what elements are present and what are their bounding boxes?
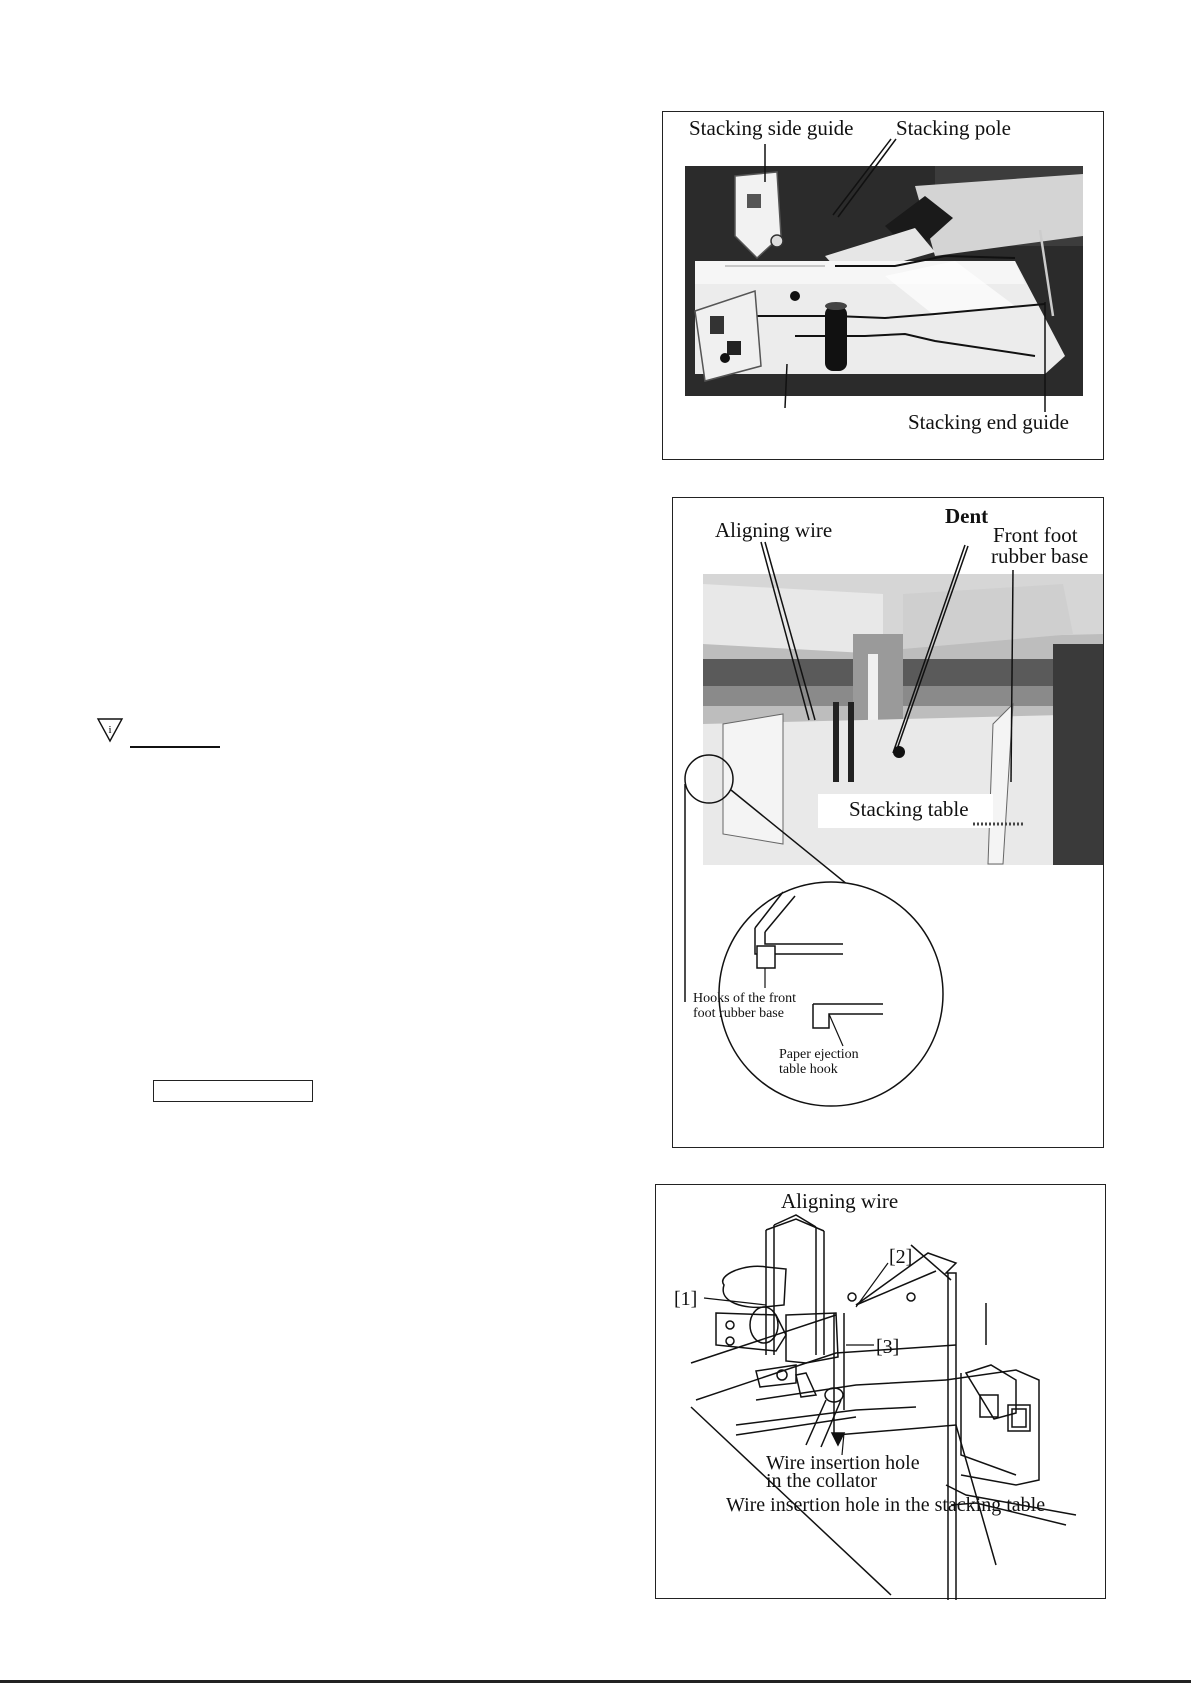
figure-aligning-wire-photo (672, 497, 1104, 1148)
label-collator-hole-2: in the collator (766, 1470, 878, 1492)
label-dent: Dent (945, 504, 989, 528)
label-ejection-1: Paper ejection (779, 1047, 859, 1062)
label-ejection-2: table hook (779, 1062, 838, 1077)
label-hooks-2: foot rubber base (693, 1006, 784, 1021)
label-stacking-end-guide: Stacking end guide (908, 410, 1069, 434)
blank-boxed-field (153, 1080, 313, 1102)
svg-text:i: i (108, 724, 112, 736)
label-ref-2: [2] (889, 1246, 913, 1268)
label-ref-1: [1] (674, 1288, 698, 1310)
label-stacking-pole: Stacking pole (896, 116, 1011, 140)
label-aligning-wire: Aligning wire (715, 518, 833, 542)
label-stacking-table: Stacking table (849, 797, 969, 821)
figure-stacking-table (662, 111, 1104, 460)
label-ref-3: [3] (876, 1336, 900, 1358)
label-collator-hole-1: Wire insertion hole (766, 1452, 920, 1474)
note-heading (96, 716, 236, 750)
label-table-hole: Wire insertion hole in the stacking table (726, 1494, 1046, 1516)
label-front-foot-2: rubber base (991, 544, 1089, 568)
note-underline (130, 746, 220, 748)
wire-insertion-line-drawing (656, 1185, 1107, 1600)
label-aligning-wire-3: Aligning wire (781, 1189, 899, 1213)
label-front-foot-1: Front foot (993, 523, 1078, 547)
footer-rule (0, 1680, 1191, 1683)
info-triangle-icon (96, 716, 124, 744)
label-hooks-1: Hooks of the front (693, 991, 797, 1006)
figure-wire-insertion-diagram (655, 1184, 1106, 1599)
label-stacking-side-guide: Stacking side guide (689, 116, 854, 140)
